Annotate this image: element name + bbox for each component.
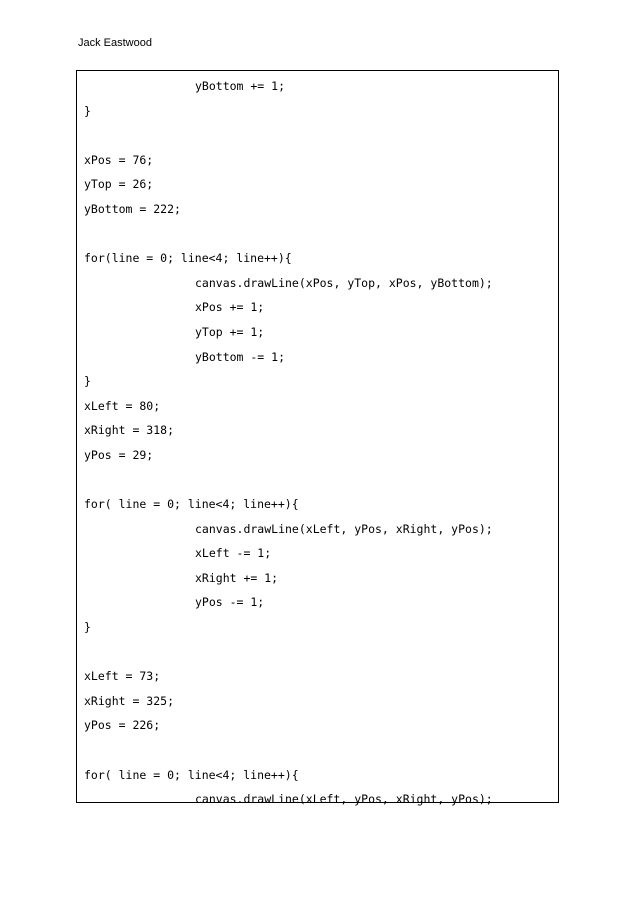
code-listing-box [76, 70, 559, 807]
code-line: yBottom += 1; [195, 79, 286, 93]
code-line: xLeft -= 1; [195, 546, 272, 561]
code-line: for(line = 0; line<4; line++){ [84, 251, 292, 266]
code-line [84, 128, 493, 153]
code-line: xRight = 325; [84, 693, 175, 708]
code-line: yTop = 26; [84, 177, 154, 192]
code-line: canvas.drawLine(xLeft, yPos, xRight, yPos); [195, 792, 493, 807]
code-listing [84, 79, 493, 817]
code-line [84, 645, 493, 670]
code-line: for( line = 0; line<4; line++){ [84, 767, 299, 782]
code-line: xPos = 76; [84, 152, 154, 167]
code-line: yBottom = 222; [84, 201, 181, 216]
code-line: xLeft = 73; [84, 669, 161, 684]
code-line: } [84, 620, 91, 635]
code-line [84, 227, 493, 252]
code-line [84, 473, 493, 498]
code-line: yTop += 1; [195, 324, 265, 339]
code-line: xLeft = 80; [84, 398, 161, 413]
code-line: xPos += 1; [195, 300, 265, 315]
code-line: yBottom -= 1; [195, 349, 286, 364]
code-line: } [84, 103, 91, 118]
code-line: for( line = 0; line<4; line++){ [84, 497, 299, 512]
page-header-author: Jack Eastwood [78, 37, 152, 49]
code-line: xRight = 318; [84, 423, 175, 438]
code-line: canvas.drawLine(xPos, yTop, xPos, yBottom); [195, 275, 493, 290]
code-line: xRight += 1; [195, 570, 279, 585]
code-line [84, 743, 493, 768]
code-line: yPos -= 1; [195, 595, 265, 610]
code-line: canvas.drawLine(xLeft, yPos, xRight, yPos); [195, 521, 493, 536]
code-line: yPos = 29; [84, 447, 154, 462]
code-line: yPos = 226; [84, 718, 161, 733]
code-line: } [84, 374, 91, 389]
